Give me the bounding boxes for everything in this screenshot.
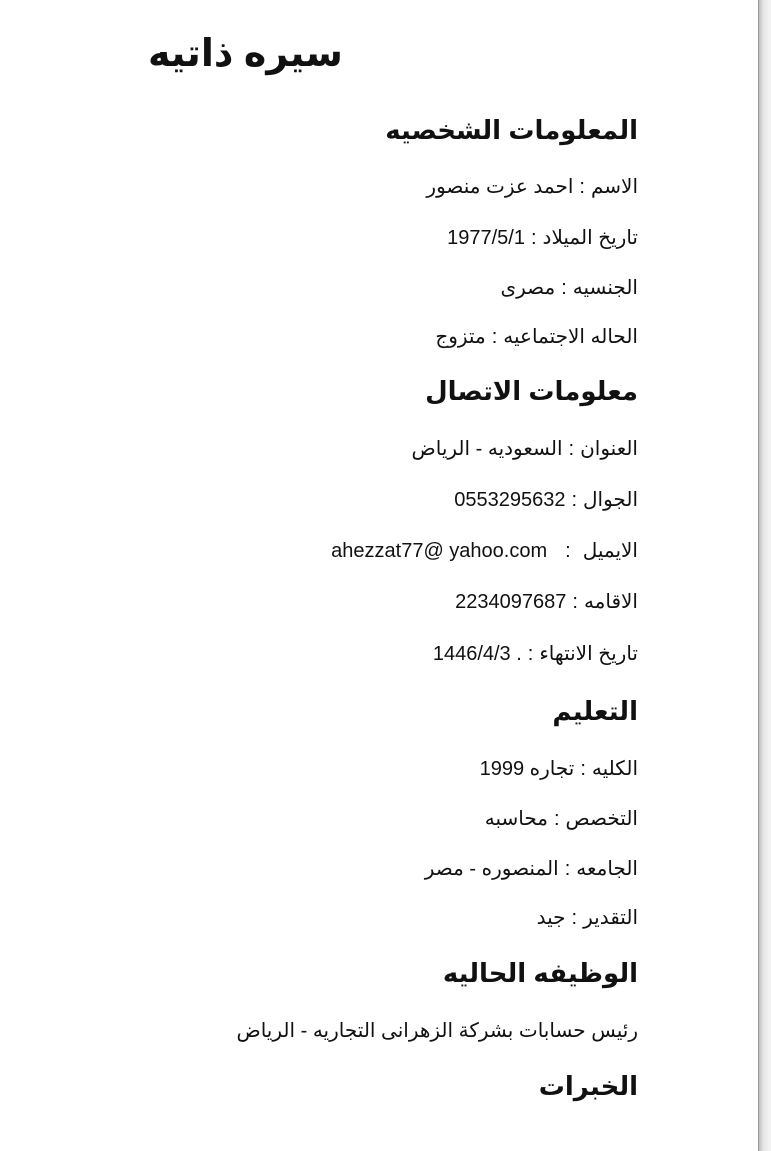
field-major xyxy=(485,804,638,834)
field-nationality-label: الجنسيه xyxy=(572,277,638,299)
field-separator: : xyxy=(491,326,498,348)
field-mobile-label: الجوال xyxy=(583,489,638,511)
field-birth-date-value: 1977/5/1 xyxy=(447,227,525,249)
field-grade-label: التقدير xyxy=(583,907,638,929)
field-expiry-date-value: 1446/4/3 . xyxy=(432,643,522,665)
field-college-label: الكليه xyxy=(591,758,638,780)
section-heading-personal: المعلومات الشخصيه xyxy=(385,115,638,145)
current-job-description: رئيس حسابات بشركة الزهرانى التجاريه - الرياض xyxy=(236,1020,638,1042)
field-marital-status-label: الحاله الاجتماعيه xyxy=(503,326,638,348)
field-nationality xyxy=(500,273,638,303)
page-edge-shadow xyxy=(758,0,771,1151)
field-separator: : xyxy=(579,176,585,198)
section-heading-education: التعليم xyxy=(552,696,638,726)
field-name-label: الاسم xyxy=(590,176,638,198)
field-marital-status xyxy=(435,322,638,352)
field-expiry-date xyxy=(433,639,638,669)
field-separator: : xyxy=(527,643,534,665)
field-email-label: الايميل xyxy=(582,540,638,562)
field-separator: : xyxy=(571,907,578,929)
field-address xyxy=(412,434,638,464)
field-separator: : xyxy=(568,438,575,460)
field-email xyxy=(331,536,638,566)
field-separator: : xyxy=(572,591,578,613)
field-name xyxy=(426,172,638,202)
field-major-label: التخصص xyxy=(565,808,638,830)
field-separator: : xyxy=(564,858,571,880)
section-heading-contact: معلومات الاتصال xyxy=(425,376,638,406)
field-separator: : xyxy=(553,808,560,830)
section-heading-experience: الخبرات xyxy=(538,1071,638,1101)
field-college-value: تجاره 1999 xyxy=(479,758,575,780)
field-marital-status-value: متزوج xyxy=(435,326,486,348)
field-university-label: الجامعه xyxy=(576,858,638,880)
field-separator: : xyxy=(580,758,586,780)
field-birth-date-label: تاريخ الميلاد xyxy=(542,227,638,249)
field-expiry-date-label: تاريخ الانتهاء xyxy=(539,643,638,665)
field-address-value: السعوديه - الرياض xyxy=(411,438,563,460)
field-separator: : xyxy=(561,277,567,299)
field-separator: : xyxy=(565,540,571,562)
field-residence xyxy=(455,587,638,617)
field-grade xyxy=(537,903,638,933)
field-university-value: المنصوره - مصر xyxy=(424,858,559,880)
field-university xyxy=(425,854,638,884)
field-mobile-value: 0553295632 xyxy=(454,489,566,511)
field-mobile xyxy=(454,485,638,515)
field-separator: : xyxy=(530,227,537,249)
field-residence-label: الاقامه xyxy=(583,591,638,613)
field-residence-value: 2234097687 xyxy=(455,591,567,613)
field-grade-value: جيد xyxy=(536,907,566,929)
field-separator: : xyxy=(571,489,578,511)
section-heading-current-job: الوظيفه الحاليه xyxy=(442,958,638,988)
field-email-value: ahezzat77@ yahoo.com xyxy=(331,540,548,562)
field-nationality-value: مصرى xyxy=(500,277,556,299)
document-title: سيره ذاتيه xyxy=(148,33,343,75)
field-college xyxy=(480,754,638,784)
field-major-value: محاسبه xyxy=(484,808,548,830)
field-name-value: احمد عزت منصور xyxy=(426,176,574,198)
field-birth-date xyxy=(447,223,638,253)
field-address-label: العنوان xyxy=(580,438,638,460)
